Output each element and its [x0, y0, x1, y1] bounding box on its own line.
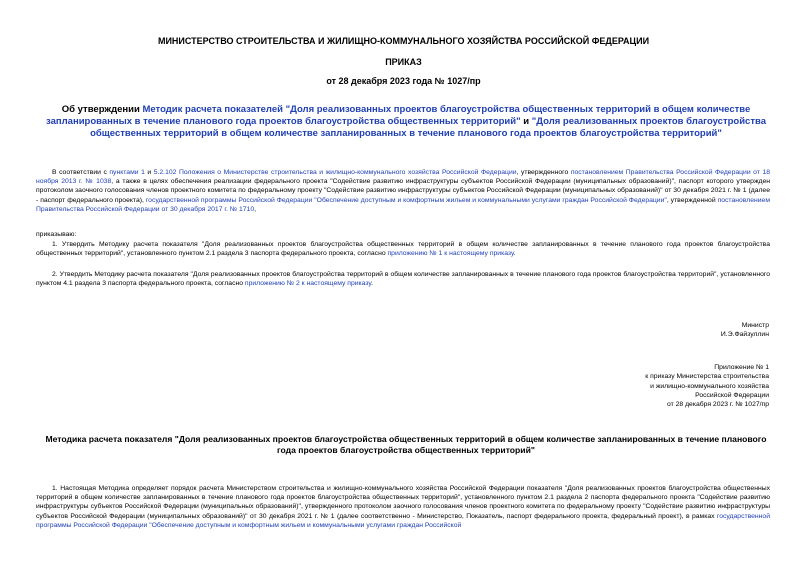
- link-decree-1710[interactable]: постановлением Правительства Российской Федерации от 30 декабря 2017 г. № 1710: [36, 196, 770, 213]
- method-title: Методика расчета показателя "Доля реализованных проектов благоустройства общественных территорий в общем количестве запланированных в течение планового года проектов благоустройства общественных территорий": [45, 434, 767, 455]
- signature-position: Министр: [741, 322, 769, 329]
- order-item-1: [36, 240, 770, 258]
- item1-text: 1. Утвердить Методику расчета показателя "Доля реализованных проектов благоустройства общественных территорий в общем количестве запланированных в течение планового года проектов благоустройства общественных территорий", установленного пунктом 2.1 раздела 3 паспорта федерального проекта, согласно: [36, 241, 770, 258]
- document-title: [36, 104, 776, 140]
- link-regulation[interactable]: 5.2.102 Положения о Министерстве строительства и жилищно-коммунального хозяйства Российской Федерации: [153, 169, 517, 176]
- link-paragraph-1[interactable]: пунктами 1: [109, 169, 145, 176]
- item2-end: .: [371, 280, 373, 288]
- signature-name: И.Э.Файзуллин: [720, 331, 769, 339]
- signature-block: [721, 321, 769, 340]
- method-paragraph-1: [36, 484, 770, 530]
- preamble: [36, 168, 770, 214]
- preamble-text-6: ,: [254, 205, 256, 213]
- appendix-line: к приказу Министерства строительства: [645, 373, 769, 381]
- item2-text: 2. Утвердить Методику расчета показателя "Доля реализованных проектов благоустройства территорий в общем количестве запланированных в течение планового года проектов благоустройства территорий", установленного пунктом 4.1 раздела 3 паспорта федерального проекта, согласно: [36, 271, 770, 288]
- preamble-text-1: В соответствии с: [52, 169, 110, 176]
- preamble-text-4: , а также в целях обеспечения реализации федерального проекта "Содействие развитию инфраструктуры субъектов Российской Федерации (муниципальных образований)", паспорт которого утвержден протоколом заочного голосования членов проектного комитета по федеральному проекту "Содействие развитию инфраструктуры субъектов Российской Федерации (муниципальных образований)" от 30 декабря 2021 г. № 1 (далее - паспорт федерального проекта),: [36, 178, 770, 204]
- preamble-text-2: и: [144, 169, 154, 176]
- appendix-line: от 28 декабря 2023 г. № 1027/пр: [667, 401, 769, 409]
- link-appendix-1[interactable]: приложению № 1 к настоящему приказу: [387, 250, 514, 258]
- title-prefix: Об утверждении: [61, 104, 143, 115]
- link-state-program-2[interactable]: государственной программы Российской Федерации "Обеспечение доступным и комфортным жильем и коммунальными услугами граждан Российской: [36, 512, 770, 529]
- title-link-2[interactable]: "Доля реализованных проектов благоустройства общественных территорий в общем количестве запланированных в течение планового года проектов благоустройства территорий": [90, 116, 766, 139]
- appendix-line: Российской Федерации: [695, 391, 769, 399]
- link-decree-1038[interactable]: постановлением Правительства Российской Федерации от 18 ноября 2013 г. № 1038: [36, 169, 770, 186]
- appendix-header: [645, 363, 769, 409]
- appendix-line: и жилищно-коммунального хозяйства: [650, 382, 769, 390]
- preamble-text-5: , утвержденной: [666, 196, 718, 204]
- doc-date: от 28 декабря 2023 года № 1027/пр: [326, 76, 481, 86]
- title-link-1[interactable]: Методик расчета показателей "Доля реализованных проектов благоустройства общественных территорий в общем количестве запланированных в течение планового года проектов благоустройства общественных территорий": [46, 104, 751, 127]
- order-word: приказываю:: [36, 231, 77, 238]
- link-appendix-2[interactable]: приложению № 2 к настоящему приказу: [244, 280, 372, 288]
- item1-end: .: [513, 250, 516, 258]
- preamble-text-3: , утвержденного: [516, 169, 571, 176]
- ministry-header: МИНИСТЕРСТВО СТРОИТЕЛЬСТВА И ЖИЛИЩНО-КОММУНАЛЬНОГО ХОЗЯЙСТВА РОССИЙСКОЙ ФЕДЕРАЦИИ: [157, 36, 650, 46]
- link-state-program[interactable]: государственной программы Российской Федерации "Обеспечение доступным и комфортным жильем и коммунальными услугами граждан Российской Федерации": [145, 196, 667, 204]
- doc-type: ПРИКАЗ: [385, 57, 422, 67]
- order-item-2: [36, 270, 770, 288]
- appendix-line: Приложение № 1: [714, 364, 769, 371]
- title-and: и: [520, 116, 532, 127]
- method-p1-text: 1. Настоящая Методика определяет порядок расчета Министерством строительства и жилищно-коммунального хозяйства Российской Федерации показателя "Доля реализованных проектов благоустройства общественных территорий в общем количестве запланированных в течение планового года проектов благоустройства общественных территорий", установленного пунктом 2.1 раздела 2 паспорта федерального проекта "Содействие развитию инфраструктуры субъектов Российской Федерации (муниципальных образований)", утвержденного протоколом заочного голосования членов проектного комитета по федеральному проекту "Содействие развитию инфраструктуры субъектов Российской Федерации (муниципальных образований)" от 30 декабря 2021 г. № 1 (далее соответственно - Министерство, Показатель, паспорт федерального проекта, федеральный проект), в рамках: [36, 485, 770, 520]
